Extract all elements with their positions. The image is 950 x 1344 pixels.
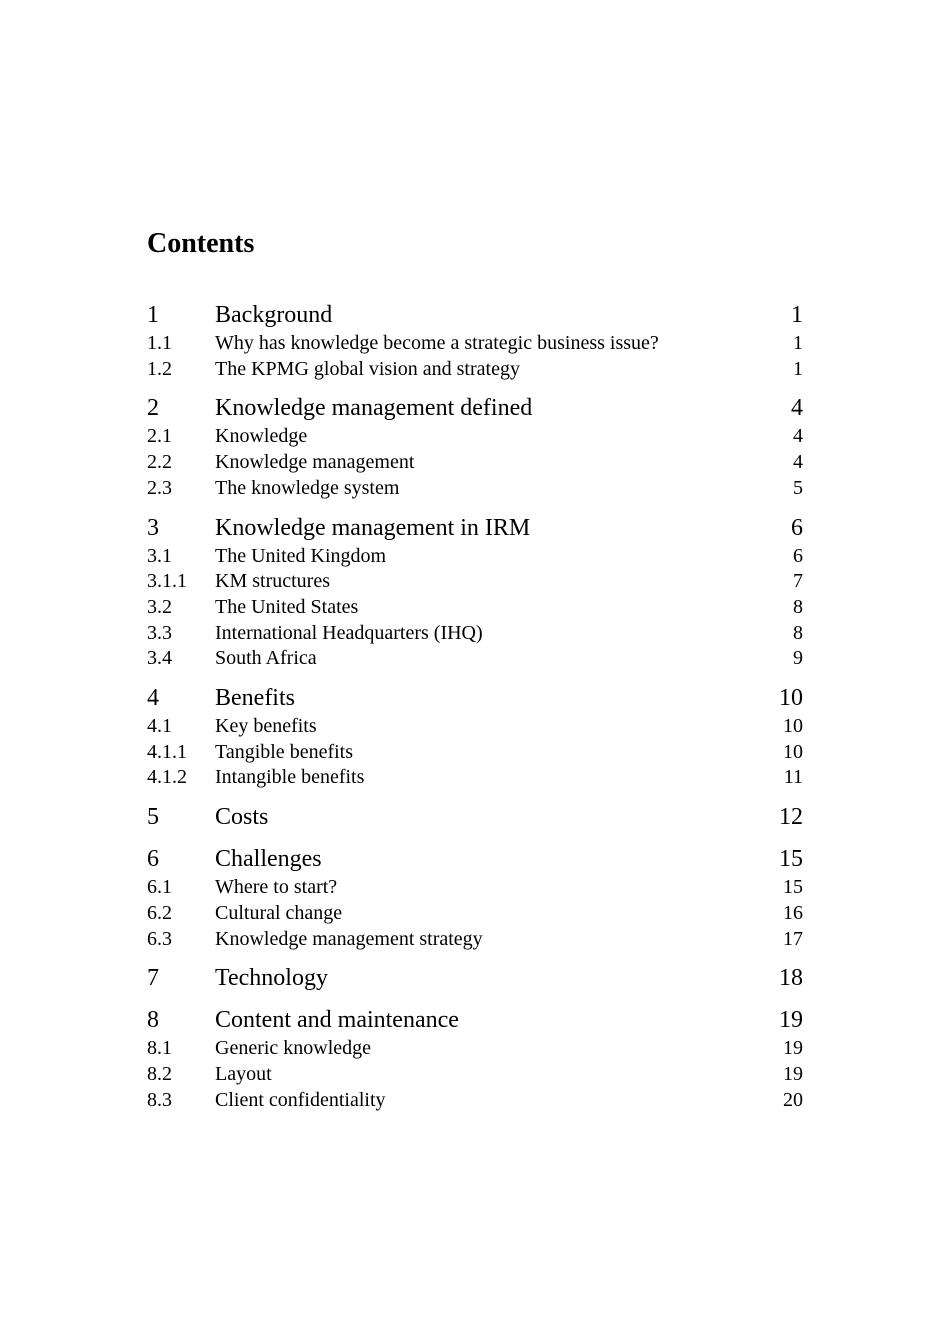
toc-section (147, 393, 803, 501)
toc-subsection-title: Knowledge management strategy (215, 927, 483, 950)
toc-subsection-page: 4 (793, 425, 803, 448)
toc-subsection-title: Layout (215, 1062, 272, 1085)
toc-chapter-title: Challenges (215, 846, 322, 873)
toc-chapter-page: 4 (791, 395, 803, 422)
toc-subsection-row[interactable] (147, 927, 803, 953)
toc-subsection-row[interactable] (147, 714, 803, 740)
toc-chapter-number: 7 (147, 965, 159, 992)
toc-subsection-row[interactable] (147, 875, 803, 901)
toc-chapter-page: 10 (779, 685, 803, 712)
toc-chapter-page: 1 (791, 302, 803, 328)
toc-section (147, 300, 803, 382)
toc-subsection-title: International Headquarters (IHQ) (215, 621, 483, 644)
toc-subsection-title: Why has knowledge become a strategic business issue? (215, 332, 659, 354)
toc-subsection-number: 6.1 (147, 876, 172, 899)
toc-chapter-title: Background (215, 302, 333, 328)
toc-subsection-page: 9 (793, 647, 803, 670)
toc-subsection-title: Key benefits (215, 715, 317, 738)
toc-section (147, 513, 803, 673)
toc-chapter-title: Costs (215, 804, 269, 831)
toc-subsection-page: 6 (793, 544, 803, 567)
toc-subsection-number: 3.1 (147, 544, 172, 567)
toc-subsection-title: South Africa (215, 647, 317, 670)
toc-chapter-number: 1 (147, 302, 159, 328)
toc-subsection-number: 6.3 (147, 927, 172, 950)
toc-chapter-page: 6 (791, 514, 803, 541)
toc-subsection-page: 1 (793, 332, 803, 354)
toc-chapter-row[interactable] (147, 683, 803, 714)
toc-subsection-number: 8.2 (147, 1062, 172, 1085)
toc-chapter-page: 19 (779, 1007, 803, 1034)
toc-subsection-number: 2.3 (147, 476, 172, 499)
toc-subsection-title: Where to start? (215, 876, 338, 899)
toc-chapter-number: 2 (147, 395, 159, 422)
toc-section (147, 844, 803, 952)
toc-subsection-page: 16 (783, 901, 803, 924)
toc-subsection-number: 3.4 (147, 647, 172, 670)
toc-subsection-title: Tangible benefits (215, 740, 353, 763)
toc-chapter-number: 5 (147, 804, 159, 831)
toc-subsection-page: 19 (783, 1037, 803, 1060)
toc-subsection-row[interactable] (147, 765, 803, 791)
toc-subsection-page: 20 (783, 1088, 803, 1111)
toc-subsection-title: Client confidentiality (215, 1088, 386, 1111)
toc-subsection-number: 1.1 (147, 332, 172, 354)
toc-subsection-row[interactable] (147, 1062, 803, 1088)
toc-subsection-page: 4 (793, 451, 803, 474)
toc-subsection-row[interactable] (147, 544, 803, 570)
toc-subsection-number: 2.2 (147, 451, 172, 474)
toc-subsection-title: Intangible benefits (215, 766, 365, 789)
toc-subsection-row[interactable] (147, 569, 803, 595)
toc-subsection-row[interactable] (147, 595, 803, 621)
toc-subsection-row[interactable] (147, 450, 803, 476)
toc-subsection-page: 17 (783, 927, 803, 950)
toc-subsection-page: 10 (783, 740, 803, 763)
toc-chapter-number: 8 (147, 1007, 159, 1034)
toc-subsection-row[interactable] (147, 621, 803, 647)
toc-chapter-row[interactable] (147, 300, 803, 331)
toc-subsection-row[interactable] (147, 1036, 803, 1062)
toc-subsection-row[interactable] (147, 476, 803, 502)
table-of-contents (147, 300, 803, 1124)
toc-subsection-page: 8 (793, 621, 803, 644)
toc-subsection-number: 3.1.1 (147, 570, 187, 593)
toc-subsection-number: 1.2 (147, 357, 172, 380)
toc-subsection-row[interactable] (147, 1088, 803, 1114)
toc-chapter-title: Knowledge management defined (215, 395, 533, 422)
toc-section (147, 802, 803, 833)
toc-subsection-row[interactable] (147, 357, 803, 383)
toc-subsection-number: 3.3 (147, 621, 172, 644)
toc-subsection-title: The knowledge system (215, 476, 400, 499)
toc-subsection-page: 19 (783, 1062, 803, 1085)
toc-subsection-number: 4.1 (147, 715, 172, 738)
toc-subsection-page: 8 (793, 595, 803, 618)
toc-chapter-page: 15 (779, 846, 803, 873)
toc-subsection-row[interactable] (147, 646, 803, 672)
toc-subsection-page: 11 (783, 766, 803, 789)
toc-chapter-row[interactable] (147, 844, 803, 875)
toc-subsection-number: 8.3 (147, 1088, 172, 1111)
toc-subsection-row[interactable] (147, 331, 803, 357)
toc-subsection-row[interactable] (147, 740, 803, 766)
toc-subsection-number: 4.1.2 (147, 766, 187, 789)
toc-chapter-row[interactable] (147, 393, 803, 424)
toc-section (147, 1005, 803, 1113)
toc-subsection-page: 1 (793, 357, 803, 380)
toc-subsection-title: Knowledge (215, 425, 308, 448)
toc-subsection-title: The KPMG global vision and strategy (215, 357, 520, 380)
toc-subsection-number: 6.2 (147, 901, 172, 924)
toc-chapter-row[interactable] (147, 513, 803, 544)
toc-subsection-row[interactable] (147, 901, 803, 927)
toc-subsection-page: 7 (793, 570, 803, 593)
toc-chapter-number: 6 (147, 846, 159, 873)
toc-subsection-title: Cultural change (215, 901, 343, 924)
toc-subsection-number: 3.2 (147, 595, 172, 618)
toc-subsection-number: 8.1 (147, 1037, 172, 1060)
toc-subsection-row[interactable] (147, 424, 803, 450)
toc-section (147, 683, 803, 791)
toc-subsection-title: The United Kingdom (215, 544, 387, 567)
toc-chapter-title: Benefits (215, 685, 295, 712)
toc-chapter-page: 18 (779, 965, 803, 992)
toc-chapter-title: Content and maintenance (215, 1007, 459, 1034)
toc-subsection-title: The United States (215, 595, 359, 618)
toc-chapter-title: Knowledge management in IRM (215, 514, 531, 541)
toc-subsection-number: 2.1 (147, 425, 172, 448)
toc-chapter-row[interactable] (147, 963, 803, 994)
toc-chapter-row[interactable] (147, 1005, 803, 1036)
toc-chapter-page: 12 (779, 804, 803, 831)
toc-subsection-page: 10 (783, 715, 803, 738)
toc-chapter-title: Technology (215, 965, 328, 992)
toc-section (147, 963, 803, 994)
toc-subsection-page: 5 (793, 476, 803, 499)
toc-chapter-row[interactable] (147, 802, 803, 833)
toc-subsection-title: KM structures (215, 570, 330, 593)
toc-chapter-number: 3 (147, 514, 159, 541)
toc-subsection-title: Knowledge management (215, 451, 415, 474)
toc-subsection-number: 4.1.1 (147, 740, 187, 763)
toc-subsection-page: 15 (783, 876, 803, 899)
toc-subsection-title: Generic knowledge (215, 1037, 372, 1060)
toc-chapter-number: 4 (147, 685, 159, 712)
page-title: Contents (147, 228, 255, 259)
